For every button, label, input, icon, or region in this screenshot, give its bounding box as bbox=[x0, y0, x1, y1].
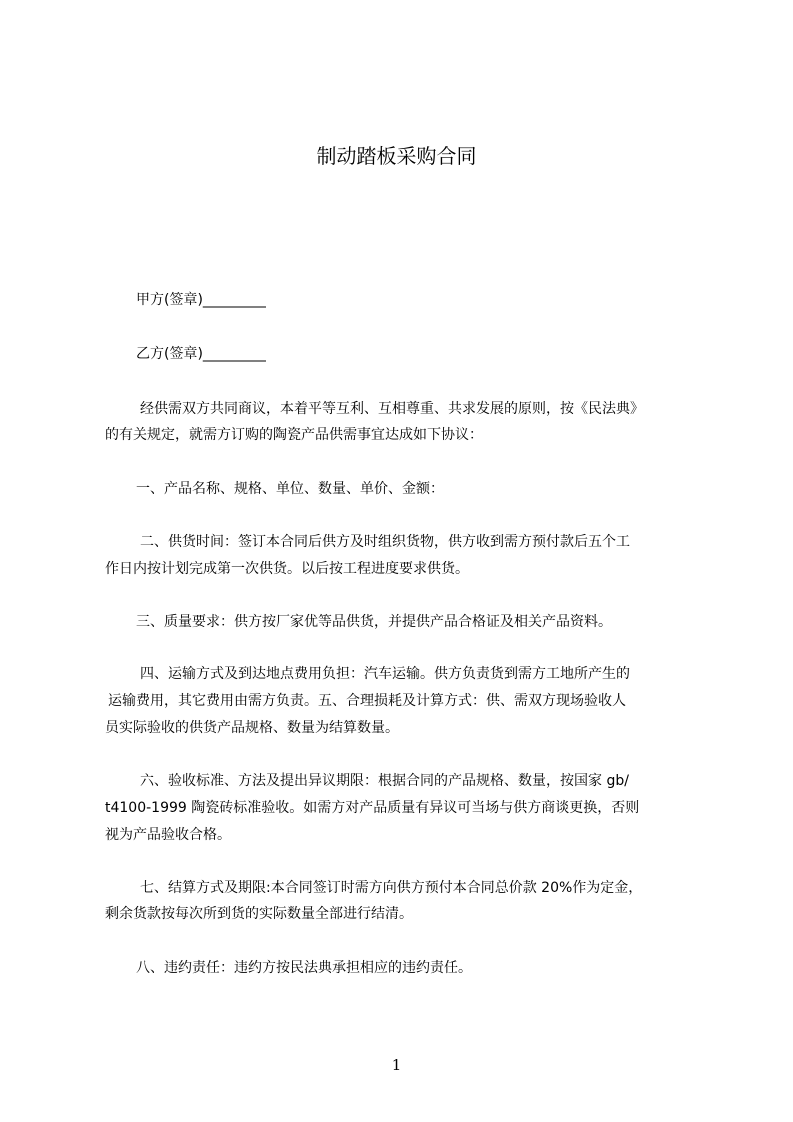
paragraph-line: 员实际验收的供货产品规格、数量为结算数量。 bbox=[105, 720, 399, 736]
paragraph-line: 一、产品名称、规格、单位、数量、单价、金额： bbox=[136, 481, 444, 497]
paragraph-line: 作日内按计划完成第一次供货。以后按工程进度要求供货。 bbox=[105, 561, 469, 577]
paragraph-line: t4100-1999 陶瓷砖标准验收。如需方对产品质量有异议可当场与供方商谈更换，否则 bbox=[105, 800, 640, 816]
party-b-signature-line: 乙方(签章)_________ bbox=[136, 346, 266, 362]
paragraph-line: 剩余货款按每次所到货的实际数量全部进行结清。 bbox=[105, 906, 413, 922]
paragraph-line: 二、供货时间：签订本合同后供方及时组织货物，供方收到需方预付款后五个工 bbox=[140, 534, 630, 550]
paragraph-line: 四、运输方式及到达地点费用负担：汽车运输。供方负责货到需方工地所产生的 bbox=[140, 666, 630, 682]
party-a-signature-line: 甲方(签章)_________ bbox=[136, 292, 266, 308]
page-number: 1 bbox=[391, 1056, 402, 1074]
paragraph-line: 视为产品验收合格。 bbox=[105, 827, 231, 843]
paragraph-line: 七、结算方式及期限:本合同签订时需方向供方预付本合同总价款 20%作为定金， bbox=[140, 880, 643, 896]
paragraph-line: 运输费用，其它费用由需方负责。五、合理损耗及计算方式：供、需双方现场验收人 bbox=[108, 693, 626, 709]
document-title: 制动踏板采购合同 bbox=[316, 144, 477, 168]
paragraph-line: 八、违约责任：违约方按民法典承担相应的违约责任。 bbox=[136, 960, 472, 976]
paragraph-line: 三、质量要求：供方按厂家优等品供货，并提供产品合格证及相关产品资料。 bbox=[136, 614, 612, 630]
paragraph-line: 经供需双方共同商议，本着平等互利、互相尊重、共求发展的原则，按《民法典》 bbox=[140, 401, 644, 417]
paragraph-line: 的有关规定，就需方订购的陶瓷产品供需事宜达成如下协议： bbox=[105, 427, 483, 443]
paragraph-line: 六、验收标准、方法及提出异议期限：根据合同的产品规格、数量，按国家 gb/ bbox=[140, 773, 629, 789]
